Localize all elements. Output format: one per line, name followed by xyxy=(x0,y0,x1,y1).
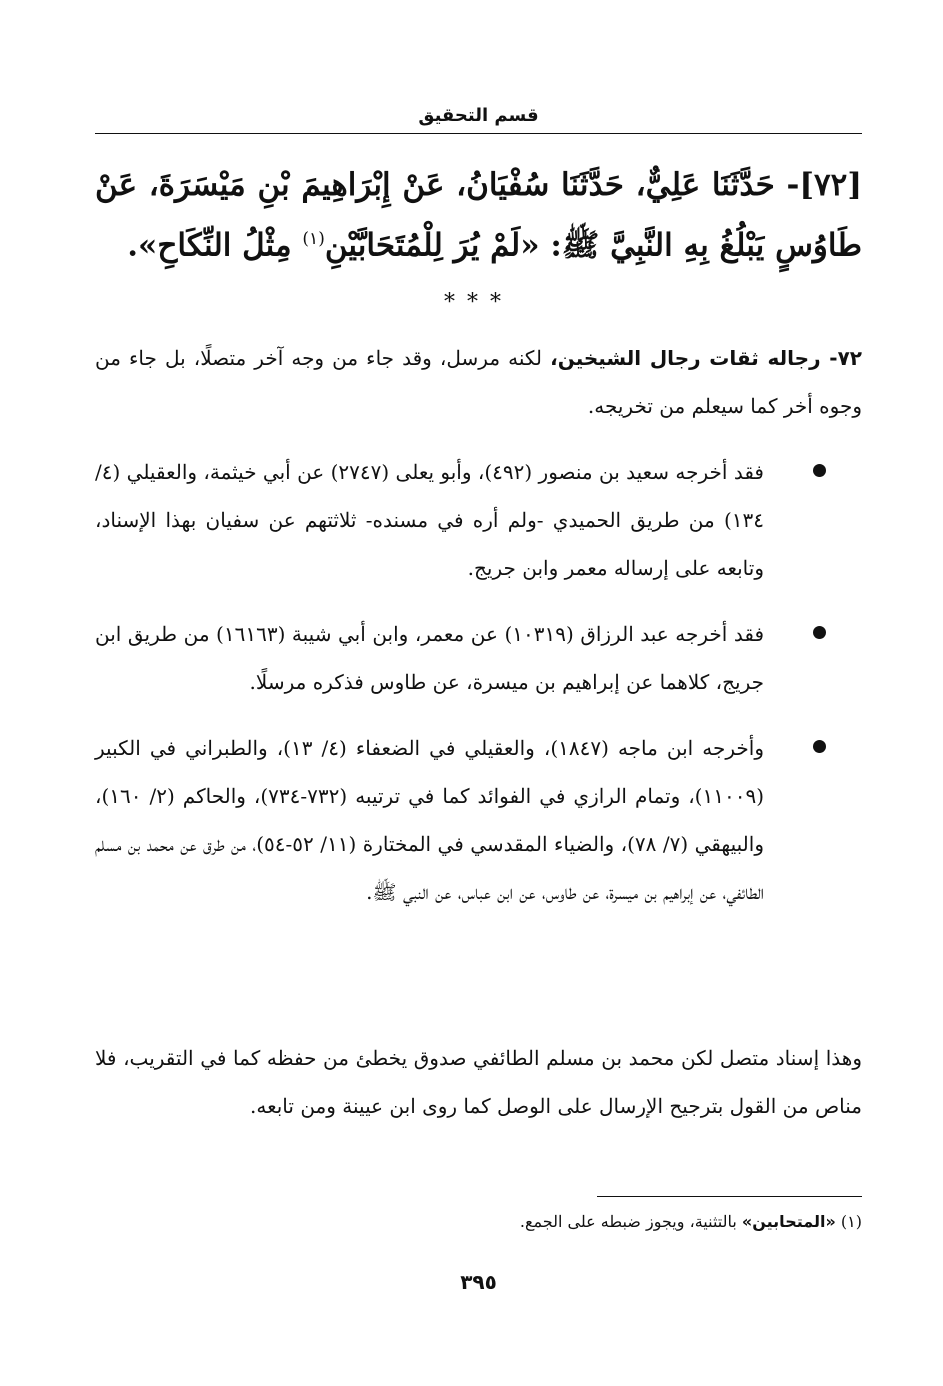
hadith-text-main: [٧٢]- حَدَّثَنَا عَلِيٌّ، حَدَّثَنَا سُفْيَانُ، عَنْ إِبْرَاهِيمَ بْنِ مَيْسَرَةَ، عَنْ طَاوُسٍ يَبْلُغُ بِهِ النَّبِيَّ ﷺ: «لَمْ يُرَ لِلْمُتَحَابَّيْنِ xyxy=(95,167,862,264)
footnote-text: بالتثنية، ويجوز ضبطه على الجمع. xyxy=(519,1212,742,1231)
bullet-icon xyxy=(813,464,826,477)
list-item xyxy=(95,448,862,592)
footnote xyxy=(95,1205,862,1239)
commentary-heading: ٧٢- رجاله ثقات رجال الشيخين، xyxy=(550,346,862,370)
footnote-reference[interactable]: (١) xyxy=(302,229,325,249)
footnote-number: (١) xyxy=(840,1212,862,1231)
commentary-body: لكنه مرسل، وقد جاء من وجه آخر متصلًا، بل جاء من وجوه أخر كما سيعلم من تخريجه. xyxy=(95,346,862,418)
header-rule xyxy=(95,133,862,134)
running-header: قسم التحقيق xyxy=(418,105,539,126)
page-number: ٣٩٥ xyxy=(460,1270,497,1294)
hadith-text-end: مِثْلُ النِّكَاحِ». xyxy=(127,227,303,264)
footnote-rule xyxy=(597,1196,862,1197)
section-separator: *** xyxy=(444,290,513,315)
list-item-text: وأخرجه ابن ماجه (١٨٤٧)، والعقيلي في الضعفاء (٤/ ١٣)، والطبراني في الكبير (١١٠٠٩)، وتمام الرازي في الفوائد كما في ترتيبه (٧٣٢-٧٣٤)، والحاكم (٢/ ١٦٠)، والبيهقي (٧/ ٧٨)، والضياء المقدسي في المختارة (١١/ ٥٢-٥٤)، من طرق عن محمد بن مسلم الطائفي، عن إبراهيم بن ميسرة، عن طاوس، عن ابن عباس، عن النبي ﷺ. xyxy=(95,736,765,904)
list-item xyxy=(95,724,862,916)
hadith-text xyxy=(95,158,862,272)
footnote-term: «المتحابين» xyxy=(741,1212,836,1231)
bullet-icon xyxy=(813,740,826,753)
list-item-text: فقد أخرجه عبد الرزاق (١٠٣١٩) عن معمر، وابن أبي شيبة (١٦١٦٣) من طريق ابن جريج، كلاهما عن إبراهيم بن ميسرة، عن طاوس فذكره مرسلًا. xyxy=(95,622,765,694)
commentary-paragraph xyxy=(95,334,862,430)
list-item-text: فقد أخرجه سعيد بن منصور (٤٩٢)، وأبو يعلى (٢٧٤٧) عن أبي خيثمة، والعقيلي (٤/ ١٣٤) من طريق الحميدي -ولم أره في مسنده- ثلاثتهم عن سفيان بهذا الإسناد، وتابعه على إرساله معمر وابن جريج. xyxy=(94,460,764,580)
list-item xyxy=(95,610,862,706)
conclusion-paragraph: وهذا إسناد متصل لكن محمد بن مسلم الطائفي صدوق يخطئ من حفظه كما في التقريب، فلا مناص من القول بترجيح الإرسال على الوصل كما روى ابن عيينة ومن تابعه. xyxy=(95,1046,862,1118)
book-page xyxy=(95,0,862,1386)
bullet-icon xyxy=(813,626,826,639)
